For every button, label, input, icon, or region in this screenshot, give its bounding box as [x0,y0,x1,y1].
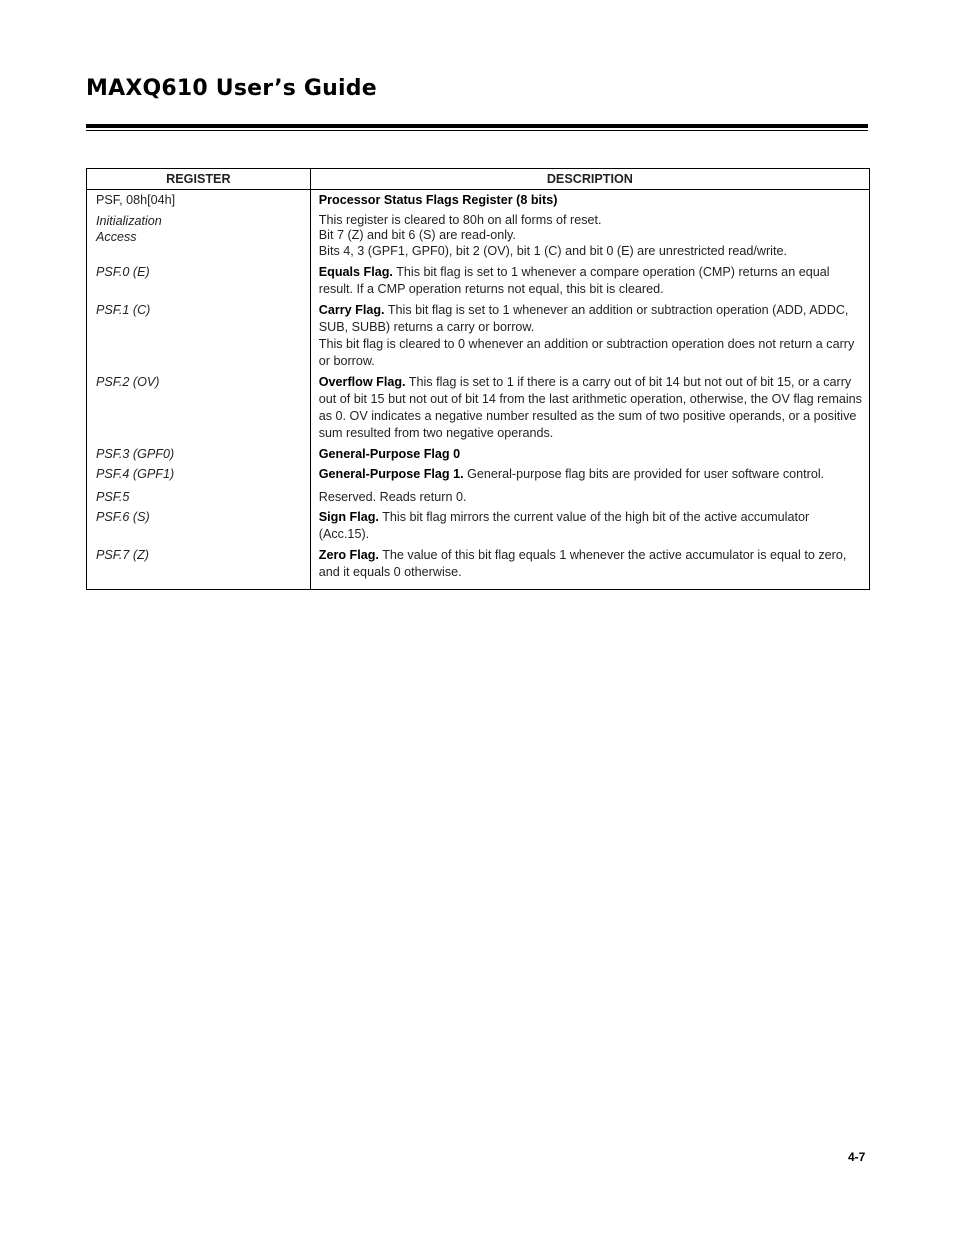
bit-label: PSF.5 [96,490,130,504]
bit-text-extra: This bit flag is cleared to 0 whenever an addition or subtraction operation does not return a carry or borrow. [318,337,855,368]
table-row [87,260,870,298]
bit-description [311,506,869,543]
bit-description [311,298,869,336]
bit-text: This bit flag is set to 1 whenever a compare operation (CMP) returns an equal result. If a CMP operation returns not equal, this bit is cleared. [318,265,830,296]
bit-text: This bit flag is set to 1 whenever an addition or subtraction operation (ADD, ADDC, SUB, SUBB) returns a carry or borrow. [318,303,849,334]
bit-text: General-purpose flag bits are provided for user software control. [463,467,825,481]
bit-label: PSF.0 (E) [96,265,150,279]
bit-description [311,463,869,483]
table-row [87,463,870,483]
header-rule-thick [86,124,868,128]
page-title: MAXQ610 User’s Guide [86,76,377,101]
bit-label: PSF.7 (Z) [96,548,149,562]
bit-name: Zero Flag. [318,548,379,562]
bit-name: General-Purpose Flag 0 [318,447,461,461]
register-title: Processor Status Flags Register (8 bits) [318,193,558,207]
bit-label: PSF.4 (GPF1) [96,467,175,481]
bit-description [311,543,869,581]
access-label: Access [96,230,137,244]
bit-name: General-Purpose Flag 1. [318,467,464,481]
column-header-description: DESCRIPTION [310,169,869,190]
bit-text: This flag is set to 1 if there is a carry out of bit 14 but not out of bit 15, or a carry out of bit 15 but not out of bit 14 from the last arithmetic operation, otherwise, the OV flag remains as 0. OV indicates a negative number resulted as the sum of two positive operands, or a positive sum resulted from two negative operands. [318,375,862,440]
access-text-2: Bits 4, 3 (GPF1, GPF0), bit 2 (OV), bit 1 (C) and bit 0 (E) are unrestricted read/write. [318,244,787,258]
table-row [87,370,870,442]
register-table [86,168,870,590]
access-text-1: Bit 7 (Z) and bit 6 (S) are read-only. [318,228,516,242]
table-row [87,543,870,590]
table-row [87,298,870,370]
bit-label: PSF.2 (OV) [96,375,160,389]
column-header-register: REGISTER [87,169,311,190]
page-number: 4-7 [848,1150,866,1164]
bit-name: Equals Flag. [318,265,393,279]
table-row [87,190,870,210]
header-rule-thin [86,130,868,131]
table-row [87,442,870,463]
table-row [87,483,870,506]
table-row [87,506,870,543]
bit-text: This bit flag mirrors the current value of the high bit of the active accumulator (Acc.15). [318,510,810,541]
register-name: PSF, 08h[04h] [96,193,176,207]
bit-label: PSF.1 (C) [96,303,151,317]
bit-text: The value of this bit flag equals 1 whenever the active accumulator is equal to zero, and it equals 0 otherwise. [318,548,847,579]
bit-name: Carry Flag. [318,303,385,317]
bit-label: PSF.6 (S) [96,510,150,524]
bit-label: PSF.3 (GPF0) [96,447,175,461]
bit-description [311,260,869,298]
init-label: Initialization [96,214,162,228]
table-row [87,209,870,260]
bit-description [311,370,869,442]
init-text: This register is cleared to 80h on all forms of reset. [318,213,602,227]
bit-name: Overflow Flag. [318,375,406,389]
bit-name: Sign Flag. [318,510,379,524]
bit-text: Reserved. Reads return 0. [318,490,467,504]
table-header-row [87,169,870,190]
bit-description [311,483,869,506]
bit-description [311,442,869,463]
